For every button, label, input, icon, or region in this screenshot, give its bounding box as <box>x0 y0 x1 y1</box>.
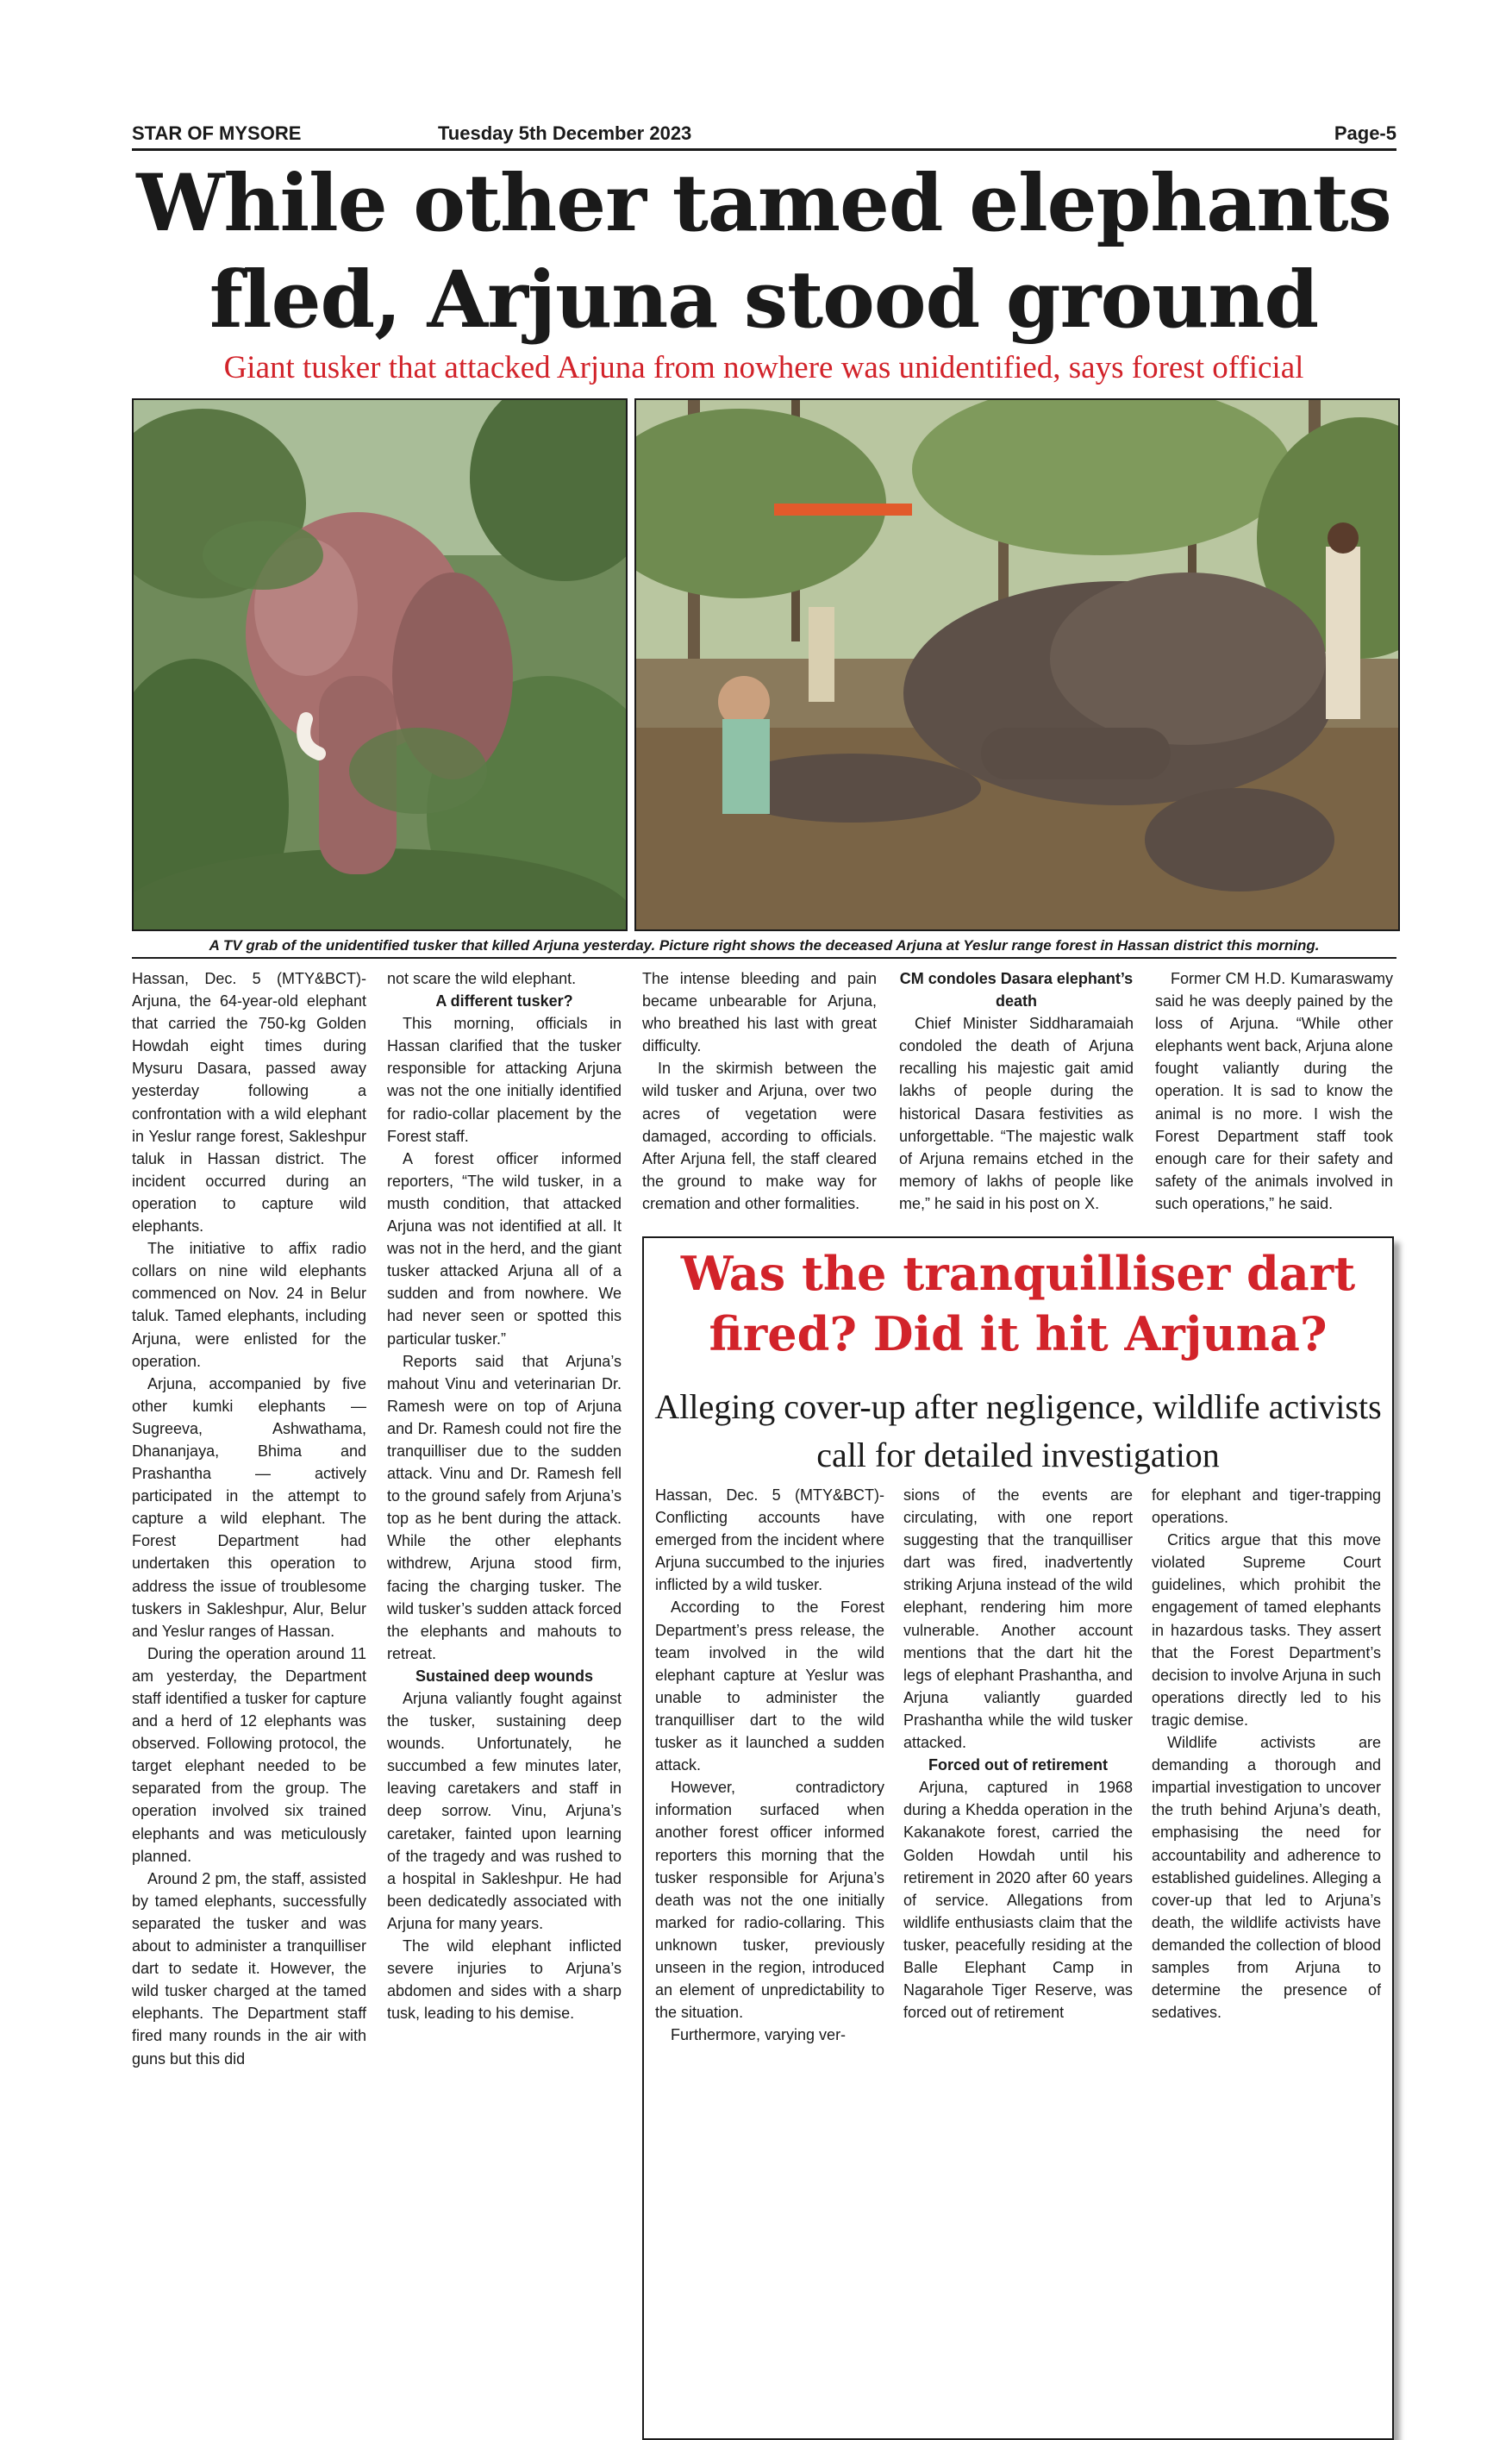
article-paragraph: for elephant and tiger-trapping operations. <box>1152 1486 1381 1527</box>
article-column-3 <box>642 967 877 1215</box>
article-paragraph: The wild elephant inflicted severe injuries to Arjuna’s abdomen and sides with a sharp tusk, leading to his demise. <box>387 1937 622 2023</box>
article-paragraph: Arjuna, accompanied by five other kumki elephants — Sugreeva, Ashwathama, Dhananjaya, Bhima and Prashantha — actively participated in the attempt to capture a wild elephant. The Forest Department had undertaken this operation to address the issue of troublesome tuskers in Sakleshpur, Alur, Belur and Yeslur ranges of Hassan. <box>132 1374 366 1640</box>
boxed-column-3 <box>1152 1484 1381 2024</box>
article-paragraph: not scare the wild elephant. <box>387 970 577 987</box>
article-paragraph: Chief Minister Siddharamaiah condoled the death of Arjuna recalling his majestic gait amid lakhs of people during the historical Dasara festivities as unforgettable. “The majestic walk of Arjuna remains etched in the memory of lakhs of people like me,” he said in his post on X. <box>899 1015 1134 1212</box>
article-paragraph: Wildlife activists are demanding a thorough and impartial investigation to uncover the truth behind Arjuna’s death, emphasising the need for accountability and adherence to established guidelines. Alleging a cover-up that led to Arjuna’s death, the wildlife activists have demanded the collection of blood samples from Arjuna to determine the presence of sedatives. <box>1152 1734 1381 2022</box>
article-paragraph: The initiative to affix radio collars on nine wild elephants commenced on Nov. 24 in Belur taluk. Tamed elephants, including Arjuna, were enlisted for the operation. <box>132 1240 366 1370</box>
article-column-5 <box>1155 967 1393 1215</box>
article-paragraph: Around 2 pm, the staff, assisted by tamed elephants, successfully separated the tusker and was about to administer a tranquilliser dart to sedate it. However, the wild tusker charged at the tamed elephants. The Department staff fired many rounds in the air with guns but this did <box>132 1869 366 2068</box>
newspaper-name: STAR OF MYSORE <box>132 122 302 144</box>
masthead-rule <box>132 148 1396 151</box>
section-subheading: CM condoles Dasara elephant’s death <box>899 970 1134 1010</box>
boxed-column-1 <box>655 1484 884 2046</box>
article-column-2 <box>387 967 622 2024</box>
article-paragraph: According to the Forest Department’s press release, the team involved in the wild elephant capture at Yeslur was unable to administer the tranquilliser dart to the wild tusker as it launched a sudden attack. <box>655 1599 884 1774</box>
article-column-1 <box>132 967 366 2070</box>
page-number: Page-5 <box>1334 122 1396 144</box>
section-subheading: Forced out of retirement <box>928 1756 1109 1774</box>
tusker-photo-icon <box>134 400 626 929</box>
article-paragraph: A forest officer informed reporters, “The wild tusker, in a musth condition, that attacked Arjuna was not identified at all. It was not in the herd, and the giant tusker attacked Arjuna all of a sudden and from nowhere. We had never seen or spotted this particular tusker.” <box>387 1149 622 1348</box>
article-paragraph: However, contradictory information surfaced when another forest officer informed reporters this morning that the tusker responsible for Arjuna’s death was not the one initially marked for radio-collaring. This unknown tusker, previously unseen in the region, introduced an element of unpredictability to the situation. <box>655 1779 884 2022</box>
caption-rule <box>132 957 1396 959</box>
article-column-4 <box>899 967 1134 1215</box>
photo-caption: A TV grab of the unidentified tusker that killed Arjuna yesterday. Picture right shows the deceased Arjuna at Yeslur range forest in Hassan district this morning. <box>209 937 1320 954</box>
article-paragraph: Arjuna valiantly fought against the tusker, sustaining deep wounds. Unfortunately, he succumbed a few minutes later, leaving caretakers and staff in deep sorrow. Vinu, Arjuna’s caretaker, fainted upon learning of the tragedy and was rushed to a hospital in Sakleshpur. He had been dedicatedly associated with Arjuna for many years. <box>387 1690 622 1932</box>
boxed-story <box>642 1236 1394 2440</box>
article-paragraph: Arjuna, captured in 1968 during a Khedda operation in the Kakanakote forest, carried the Golden Howdah until his retirement in 2020 after 60 years of service. Allegations from wildlife enthusiasts claim that the tusker, peacefully residing at the Balle Elephant Camp in Nagarahole Tiger Reserve, was forced out of retirement <box>903 1779 1133 2022</box>
article-paragraph: Former CM H.D. Kumaraswamy said he was deeply pained by the loss of Arjuna. “While other elephants went back, Arjuna alone fought valiantly during the operation. It is sad to know the animal is no more. I wish the Forest Department staff took enough care for their safety and safety of the animals involved in such operations,” he said. <box>1155 970 1393 1212</box>
article-paragraph: During the operation around 11 am yesterday, the Department staff identified a tusker for capture and a herd of 12 elephants was observed. Following protocol, the target elephant needed to be separated from the group. The operation involved six trained elephants and was meticulously planned. <box>132 1644 366 1865</box>
article-paragraph: This morning, officials in Hassan clarified that the tusker responsible for attacking Arjuna was not the one initially identified for radio-collar placement by the Forest staff. <box>387 1015 622 1145</box>
boxed-subheadline: Alleging cover-up after negligence, wildlife activists call for detailed investigation <box>654 1387 1382 1474</box>
headline-line-2: fled, Arjuna stood ground <box>209 254 1319 346</box>
article-paragraph: Reports said that Arjuna’s mahout Vinu and veterinarian Dr. Ramesh were on top of Arjuna and Dr. Ramesh could not fire the tranquilliser due to the sudden attack. Vinu and Dr. Ramesh fell to the ground safely from Arjuna’s top as he bent during the attack. While the other elephants withdrew, Arjuna stood firm, facing the charging tusker. The wild tusker’s sudden attack forced the elephants and mahouts to retreat. <box>387 1352 622 1662</box>
article-paragraph: Critics argue that this move violated Supreme Court guidelines, which prohibit the engagement of tamed elephants in hazardous tasks. They assert that the Forest Department’s decision to involve Arjuna in such operations directly led to his tragic demise. <box>1152 1531 1381 1729</box>
article-paragraph: sions of the events are circulating, with one report suggesting that the tranquilliser dart was fired, inadvertently striking Arjuna instead of the wild elephant, rendering him more vulnerable. Another account mentions that the dart hit the legs of elephant Prashantha, and Arjuna valiantly guarded Prashantha while the wild tusker attacked. <box>903 1486 1133 1752</box>
article-paragraph: In the skirmish between the wild tusker and Arjuna, over two acres of vegetation were damaged, according to officials. After Arjuna fell, the staff cleared the ground to make way for cremation and other formalities. <box>642 1060 877 1212</box>
article-paragraph: The intense bleeding and pain became unbearable for Arjuna, who breathed his last with great difficulty. <box>642 970 877 1055</box>
section-subheading: Sustained deep wounds <box>415 1667 594 1685</box>
arjuna-photo-icon <box>636 400 1398 929</box>
tv-grab-tusker-photo <box>132 398 628 931</box>
section-subheading: A different tusker? <box>435 992 573 1010</box>
main-headline <box>112 155 1415 348</box>
masthead <box>132 122 1396 145</box>
article-paragraph: Hassan, Dec. 5 (MTY&BCT)- Arjuna, the 64-year-old elephant that carried the 750-kg Golden Howdah eight times during Mysuru Dasara, passed away yesterday following a confrontation with a wild elephant in Yeslur range forest, Sakleshpur taluk in Hassan district. The incident occurred during an operation to capture wild elephants. <box>132 970 366 1236</box>
boxed-column-2 <box>903 1484 1133 2024</box>
article-paragraph: Hassan, Dec. 5 (MTY&BCT)- Conflicting accounts have emerged from the incident where Arjuna succumbed to the injuries inflicted by a wild tusker. <box>655 1486 884 1594</box>
headline-line-1: While other tamed elephants <box>136 158 1391 249</box>
issue-date: Tuesday 5th December 2023 <box>438 122 692 144</box>
deceased-arjuna-photo <box>634 398 1400 931</box>
article-paragraph: Furthermore, varying ver- <box>671 2026 847 2044</box>
sub-headline: Giant tusker that attacked Arjuna from nowhere was unidentified, says forest official <box>223 350 1304 385</box>
boxed-headline: Was the tranquilliser dart fired? Did it hit Arjuna? <box>680 1246 1356 1361</box>
